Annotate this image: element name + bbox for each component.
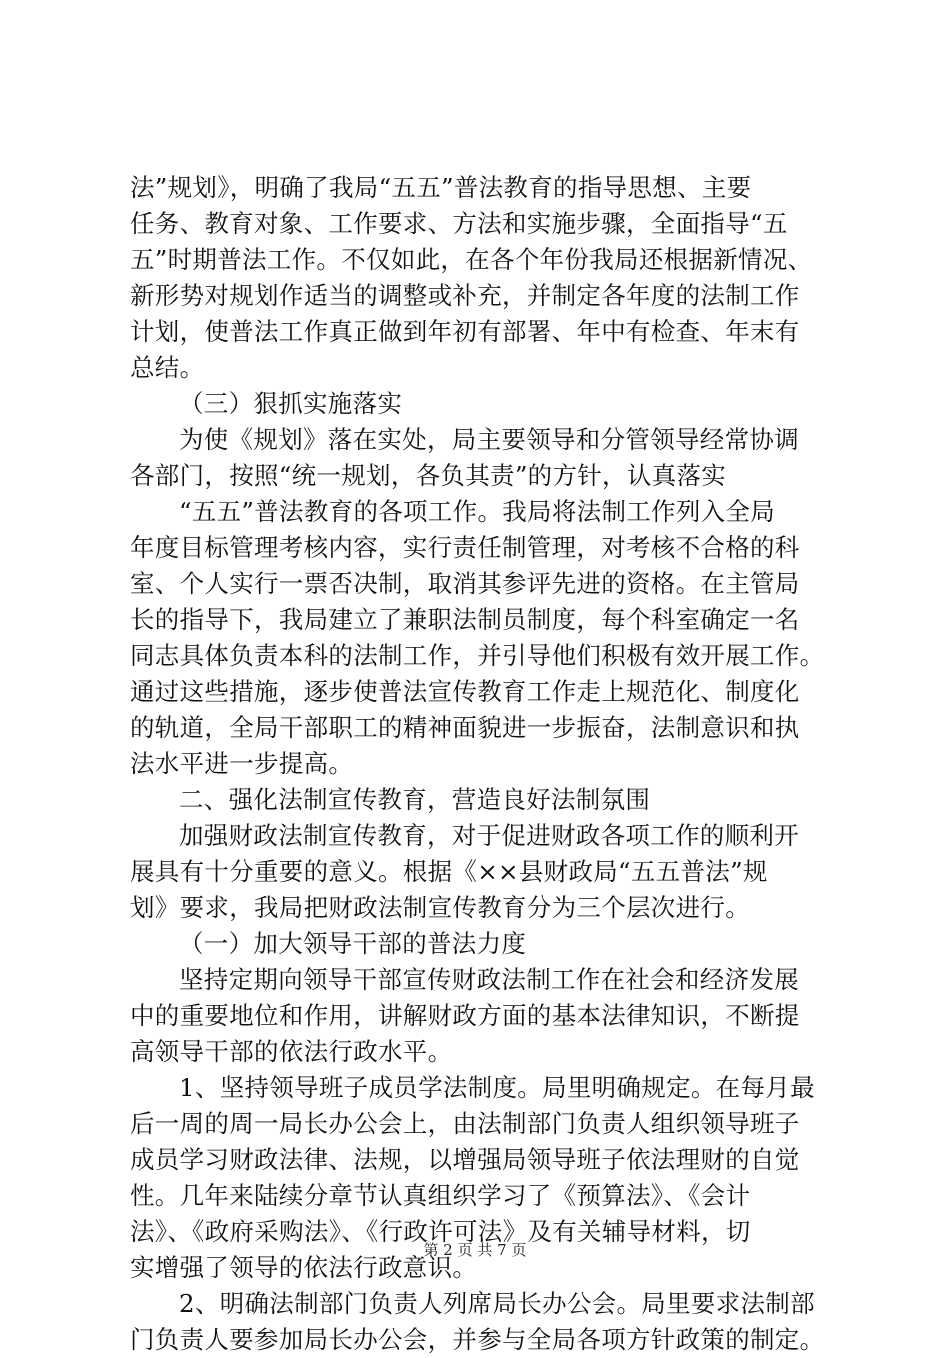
text-line: 各部门，按照“统一规划，各负其责”的方针，认真落实: [130, 461, 727, 490]
text-line: 1、坚持领导班子成员学法制度。局里明确规定。在每月最: [179, 1073, 815, 1102]
text-line: 2、明确法制部门负责人列席局长办公会。局里要求法制部: [179, 1289, 815, 1318]
text-line: 成员学习财政法律、法规，以增强局领导班子依法理财的自觉: [130, 1145, 800, 1174]
text-line: 法”规划》，明确了我局“五五”普法教育的指导思想、主要: [130, 173, 752, 202]
text-line: “五五”普法教育的各项工作。我局将法制工作列入全局: [179, 497, 776, 526]
text-line: 划》要求，我局把财政法制宣传教育分为三个层次进行。: [130, 893, 750, 922]
page-number-footer: 第 2 页 共 7 页: [423, 1241, 527, 1259]
text-line: 计划，使普法工作真正做到年初有部署、年中有检查、年末有: [130, 317, 800, 346]
text-line: 中的重要地位和作用，讲解财政方面的基本法律知识，不断提: [130, 1001, 800, 1030]
text-line: 高领导干部的依法行政水平。: [130, 1037, 453, 1066]
text-line: 室、个人实行一票否决制，取消其参评先进的资格。在主管局: [130, 569, 800, 598]
text-line: 后一周的周一局长办公会上，由法制部门负责人组织领导班子: [130, 1109, 800, 1138]
section-heading: （三）狠抓实施落实: [179, 389, 403, 418]
text-line: 加强财政法制宣传教育，对于促进财政各项工作的顺利开: [179, 821, 799, 850]
text-line: 长的指导下，我局建立了兼职法制员制度，每个科室确定一名: [130, 605, 800, 634]
text-line: 新形势对规划作适当的调整或补充，并制定各年度的法制工作: [130, 281, 800, 310]
text-line: 通过这些措施，逐步使普法宣传教育工作走上规范化、制度化: [130, 677, 800, 706]
text-line: 实增强了领导的依法行政意识。: [130, 1253, 478, 1282]
text-line: 的轨道，全局干部职工的精神面貌进一步振奋，法制意识和执: [130, 713, 800, 742]
text-line: 年度目标管理考核内容，实行责任制管理，对考核不合格的科: [130, 533, 800, 562]
text-line: 法水平进一步提高。: [130, 749, 354, 778]
text-line: 为使《规划》落在实处，局主要领导和分管领导经常协调: [179, 425, 799, 454]
section-heading: （一）加大领导干部的普法力度: [179, 929, 527, 958]
text-line: 性。几年来陆续分章节认真组织学习了《预算法》、《会计: [130, 1181, 751, 1210]
text-line: 五”时期普法工作。不仅如此，在各个年份我局还根据新情况、: [130, 245, 813, 274]
text-line: 坚持定期向领导干部宣传财政法制工作在社会和经济发展: [179, 965, 799, 994]
text-line: 门负责人要参加局长办公会，并参与全局各项方针政策的制定。: [130, 1325, 825, 1354]
text-line: 总结。: [130, 353, 205, 382]
text-line: 任务、教育对象、工作要求、方法和实施步骤，全面指导“五: [130, 209, 788, 238]
text-line: 同志具体负责本科的法制工作，并引导他们积极有效开展工作。: [130, 641, 825, 670]
text-line: 法》、《政府采购法》、《行政许可法》及有关辅导材料，切: [130, 1217, 751, 1246]
section-heading: 二、强化法制宣传教育，营造良好法制氛围: [179, 785, 651, 814]
text-line: 展具有十分重要的意义。根据《××县财政局“五五普法”规: [130, 857, 768, 886]
